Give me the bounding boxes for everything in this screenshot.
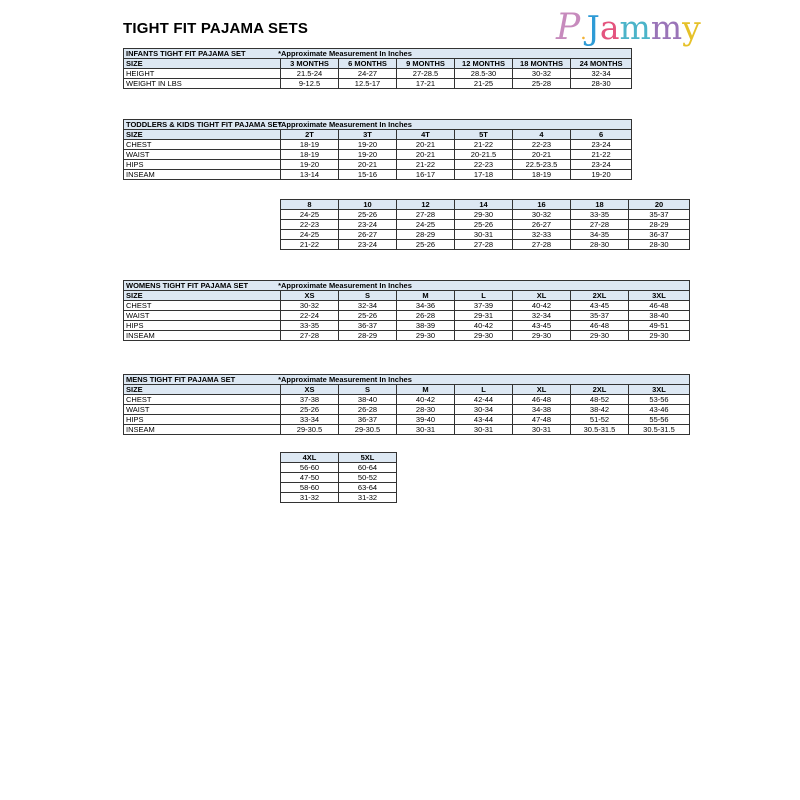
table-row [124,79,632,89]
table-cell: 18-19 [281,140,339,150]
table-cell: 30.5-31.5 [629,425,690,435]
measurement-note: *Approximate Measurement In Inches [278,375,412,384]
womens-size-table [123,280,690,341]
table-cell: 32-34 [513,311,571,321]
table-cell: 28-29 [339,331,397,341]
header-cell: S [339,385,397,395]
table-cell: 21-22 [397,160,455,170]
table-cell: 43-45 [571,301,629,311]
table-cell: 60-64 [339,463,397,473]
table-cell: 22.5-23.5 [513,160,571,170]
table-cell: 29-30.5 [281,425,339,435]
table-cell: 22-23 [513,140,571,150]
table-cell: 40-42 [455,321,513,331]
header-cell: 4 [513,130,571,140]
table-row [124,301,690,311]
table-cell: 56-60 [281,463,339,473]
logo-letter: a [599,8,620,47]
table-cell: 28.5-30 [455,69,513,79]
table-cell: 38-40 [339,395,397,405]
table-cell: 40-42 [513,301,571,311]
table-row [124,405,690,415]
header-cell: XL [513,385,571,395]
table-cell: 30-32 [513,210,571,220]
table-cell: 18-19 [513,170,571,180]
header-cell: L [455,291,513,301]
table-cell: 16-17 [397,170,455,180]
header-cell: XS [281,385,339,395]
table-cell: 23-24 [339,220,397,230]
header-cell: 24 MONTHS [571,59,632,69]
table-cell: 32-33 [513,230,571,240]
table-cell: 58-60 [281,483,339,493]
table-cell: 29-30 [571,331,629,341]
header-cell: 4XL [281,453,339,463]
pjammy-logo [556,4,726,52]
table-cell: 29-31 [455,311,513,321]
table-cell: 34-36 [397,301,455,311]
header-cell: 9 MONTHS [397,59,455,69]
table-title-row [124,120,632,130]
table-cell: 17-18 [455,170,513,180]
table-cell: 21-22 [281,240,339,250]
table-cell: 20-21 [513,150,571,160]
table-cell: 27-28 [281,331,339,341]
header-cell: XL [513,291,571,301]
table-cell: 24-25 [281,230,339,240]
table-cell: 25-26 [339,311,397,321]
table-row [281,473,397,483]
table-row [124,395,690,405]
table-cell: 35-37 [629,210,690,220]
table-cell: 47-50 [281,473,339,483]
row-label: INSEAM [124,331,281,341]
table-cell: 24-25 [281,210,339,220]
table-title: MENS TIGHT FIT PAJAMA SET [126,375,236,384]
table-cell: 29-30 [455,331,513,341]
row-label: CHEST [124,140,281,150]
table-cell: 26-27 [339,230,397,240]
table-cell: 26-27 [513,220,571,230]
table-cell: 13-14 [281,170,339,180]
table-row [281,463,397,473]
table-header-row [124,59,632,69]
table-cell: 43-45 [513,321,571,331]
table-header-row [281,200,690,210]
header-cell: 16 [513,200,571,210]
row-label: CHEST [124,395,281,405]
table-title-row [124,49,632,59]
header-cell: 3XL [629,291,690,301]
table-cell: 29-30 [629,331,690,341]
row-label: INSEAM [124,170,281,180]
table-cell: 26-28 [397,311,455,321]
table-cell: 21.5-24 [281,69,339,79]
table-cell: 29-30 [397,331,455,341]
table-cell: 28-30 [397,405,455,415]
header-cell: L [455,385,513,395]
row-label: INSEAM [124,425,281,435]
toddlers-size-table [123,119,632,180]
logo-letter: m [619,8,651,47]
table-row [124,415,690,425]
table-cell: 30-32 [513,69,571,79]
row-label: WAIST [124,405,281,415]
header-cell: SIZE [124,291,281,301]
table-cell: 53-56 [629,395,690,405]
table-cell: 22-23 [455,160,513,170]
table-cell: 37-38 [281,395,339,405]
header-cell: 5T [455,130,513,140]
row-label: HIPS [124,415,281,425]
table-cell: 49-51 [629,321,690,331]
table-cell: 30-31 [513,425,571,435]
table-cell: 23-24 [571,140,632,150]
table-cell: 39-40 [397,415,455,425]
table-cell: 36-37 [339,415,397,425]
row-label: WEIGHT IN LBS [124,79,281,89]
header-cell: 20 [629,200,690,210]
table-row [124,69,632,79]
logo-letter: P [556,7,581,48]
table-row [281,230,690,240]
table-cell: 32-34 [571,69,632,79]
table-cell: 37-39 [455,301,513,311]
table-cell: 15-16 [339,170,397,180]
header-cell: 5XL [339,453,397,463]
table-cell: 50-52 [339,473,397,483]
table-header-row [124,291,690,301]
table-cell: 23-24 [339,240,397,250]
table-cell: 22-23 [281,220,339,230]
table-cell: 20-21 [397,140,455,150]
table-cell: 28-29 [397,230,455,240]
table-cell: 21-22 [455,140,513,150]
table-cell: 19-20 [339,140,397,150]
mens-extended-size-table [280,452,397,503]
table-cell: 34-38 [513,405,571,415]
logo-letter: y [682,8,701,47]
table-cell: 46-48 [629,301,690,311]
table-cell: 30-31 [397,425,455,435]
table-cell: 19-20 [281,160,339,170]
table-cell: 21-25 [455,79,513,89]
measurement-note: *Approximate Measurement In Inches [278,120,412,129]
table-title-row [124,281,690,291]
table-cell: 30-31 [455,425,513,435]
table-row [124,311,690,321]
table-cell: 9-12.5 [281,79,339,89]
table-cell: 36-37 [339,321,397,331]
table-cell: 28-30 [629,240,690,250]
header-cell: 18 MONTHS [513,59,571,69]
table-cell: 46-48 [571,321,629,331]
table-title: WOMENS TIGHT FIT PAJAMA SET [126,281,249,290]
table-row [124,321,690,331]
table-cell: 19-20 [571,170,632,180]
header-cell: 2XL [571,385,629,395]
header-cell: 6 MONTHS [339,59,397,69]
header-cell: 6 [571,130,632,140]
table-row [281,220,690,230]
header-cell: 3T [339,130,397,140]
table-cell: 27-28 [513,240,571,250]
table-cell: 30-32 [281,301,339,311]
header-cell: 4T [397,130,455,140]
header-cell: 3XL [629,385,690,395]
table-row [281,493,397,503]
table-cell: 33-35 [571,210,629,220]
table-cell: 12.5-17 [339,79,397,89]
table-row [281,240,690,250]
table-cell: 38-39 [397,321,455,331]
table-cell: 40-42 [397,395,455,405]
table-cell: 27-28 [571,220,629,230]
table-cell: 27-28.5 [397,69,455,79]
table-cell: 24-25 [397,220,455,230]
header-cell: 14 [455,200,513,210]
table-title-row [124,375,690,385]
header-cell: 12 [397,200,455,210]
table-title: TODDLERS & KIDS TIGHT FIT PAJAMA SET [126,120,283,129]
table-cell: 25-26 [397,240,455,250]
table-cell: 24-27 [339,69,397,79]
table-cell: 35-37 [571,311,629,321]
table-cell: 25-28 [513,79,571,89]
header-cell: 8 [281,200,339,210]
table-cell: 32-34 [339,301,397,311]
header-cell: S [339,291,397,301]
table-cell: 63-64 [339,483,397,493]
table-cell: 51-52 [571,415,629,425]
table-cell: 20-21.5 [455,150,513,160]
table-cell: 27-28 [397,210,455,220]
row-label: WAIST [124,150,281,160]
table-cell: 38-42 [571,405,629,415]
table-row [124,425,690,435]
header-cell: 12 MONTHS [455,59,513,69]
table-cell: 22-24 [281,311,339,321]
table-cell: 29-30.5 [339,425,397,435]
header-cell: 2T [281,130,339,140]
logo-letter: m [650,8,683,47]
table-row [124,331,690,341]
table-cell: 28-29 [629,220,690,230]
table-cell: 23-24 [571,160,632,170]
table-cell: 34-35 [571,230,629,240]
table-cell: 33-35 [281,321,339,331]
table-header-row [281,453,397,463]
table-cell: 21-22 [571,150,632,160]
table-cell: 33-34 [281,415,339,425]
header-cell: M [397,291,455,301]
table-cell: 42-44 [455,395,513,405]
page-title: TIGHT FIT PAJAMA SETS [123,20,309,37]
row-label: HIPS [124,321,281,331]
logo-letter: . [580,20,587,44]
table-cell: 25-26 [455,220,513,230]
row-label: CHEST [124,301,281,311]
row-label: WAIST [124,311,281,321]
table-cell: 28-30 [571,240,629,250]
table-cell: 30-31 [455,230,513,240]
kids-extended-size-table [280,199,690,250]
table-cell: 31-32 [281,493,339,503]
table-cell: 46-48 [513,395,571,405]
row-label: HIPS [124,160,281,170]
table-cell: 31-32 [339,493,397,503]
header-cell: XS [281,291,339,301]
table-row [124,150,632,160]
table-cell: 30-34 [455,405,513,415]
header-cell: SIZE [124,130,281,140]
measurement-note: *Approximate Measurement In Inches [278,49,412,58]
table-cell: 55-56 [629,415,690,425]
table-row [281,483,397,493]
table-cell: 48-52 [571,395,629,405]
row-label: HEIGHT [124,69,281,79]
header-cell: SIZE [124,385,281,395]
header-cell: SIZE [124,59,281,69]
header-cell: 2XL [571,291,629,301]
table-row [124,170,632,180]
table-title: INFANTS TIGHT FIT PAJAMA SET [126,49,246,58]
table-cell: 19-20 [339,150,397,160]
table-header-row [124,130,632,140]
mens-size-table [123,374,690,435]
table-cell: 28-30 [571,79,632,89]
table-cell: 29-30 [513,331,571,341]
table-cell: 26-28 [339,405,397,415]
table-cell: 47-48 [513,415,571,425]
table-cell: 43-44 [455,415,513,425]
table-cell: 25-26 [339,210,397,220]
table-cell: 18-19 [281,150,339,160]
infants-size-table [123,48,632,89]
table-cell: 29-30 [455,210,513,220]
header-cell: 10 [339,200,397,210]
header-cell: 3 MONTHS [281,59,339,69]
measurement-note: *Approximate Measurement In Inches [278,281,412,290]
logo-letter: J [586,8,600,47]
table-header-row [124,385,690,395]
table-row [124,160,632,170]
table-cell: 25-26 [281,405,339,415]
table-cell: 43-46 [629,405,690,415]
header-cell: 18 [571,200,629,210]
table-row [281,210,690,220]
table-cell: 27-28 [455,240,513,250]
table-cell: 36-37 [629,230,690,240]
table-cell: 30.5-31.5 [571,425,629,435]
table-cell: 20-21 [397,150,455,160]
table-cell: 20-21 [339,160,397,170]
table-cell: 17-21 [397,79,455,89]
header-cell: M [397,385,455,395]
table-row [124,140,632,150]
table-cell: 38-40 [629,311,690,321]
